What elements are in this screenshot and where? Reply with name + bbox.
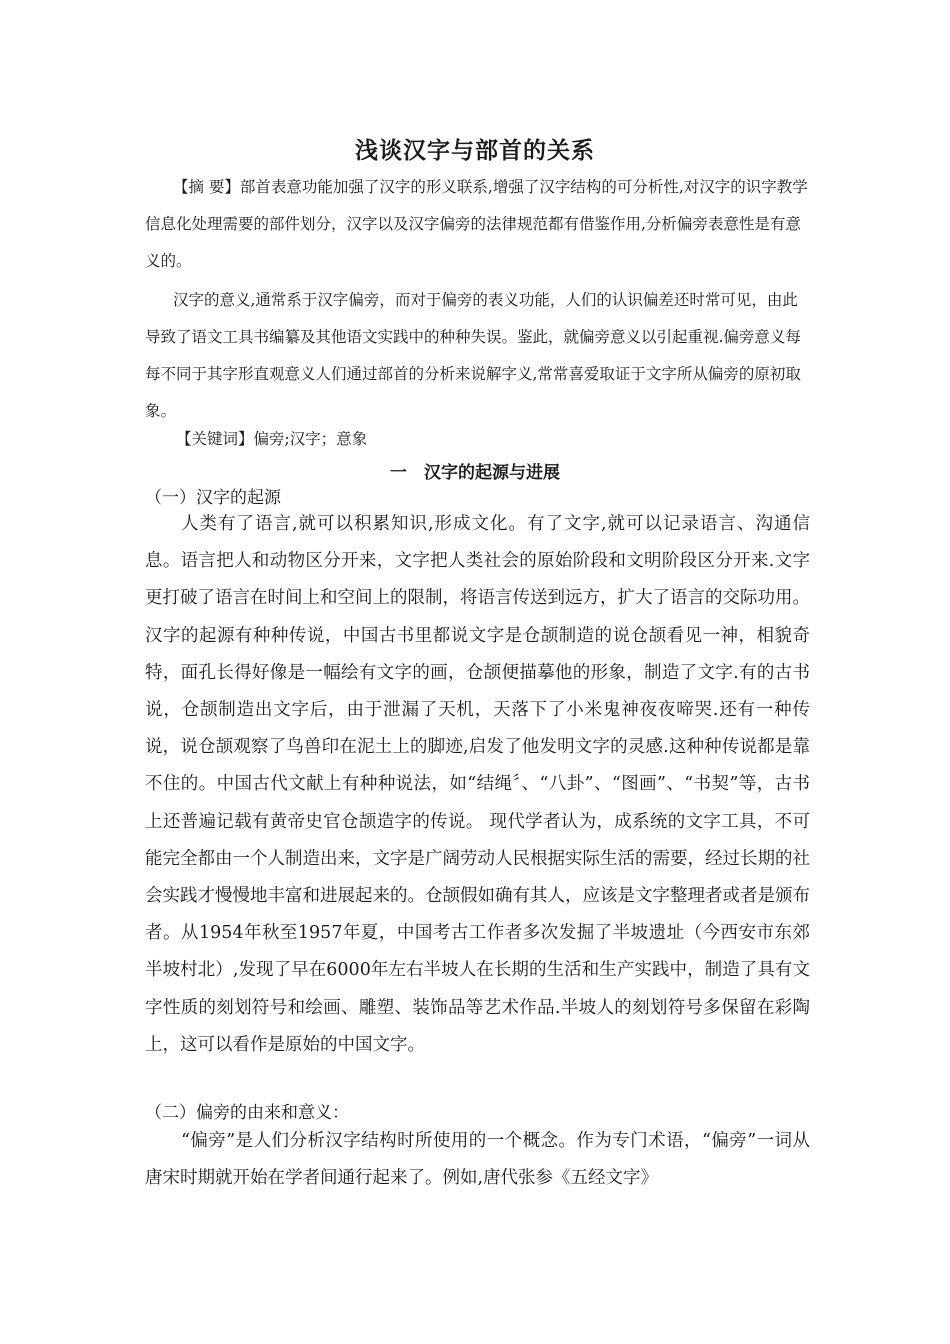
subsection-heading: （一）汉字的起源 [145, 488, 281, 508]
body-paragraph: “偏旁”是人们分析汉字结构时所使用的一个概念。作为专门术语，“偏旁”一词从唐宋时期就开始在学者间通行起来了。例如,唐代张参《五经文字》 [145, 1131, 810, 1189]
abstract: 【摘 要】部首表意功能加强了汉字的形义联系,增强了汉字结构的可分析性,对汉字的识字教学信息化处理需要的部件划分，汉字以及汉字偏旁的法律规范都有借鉴作用,分析偏旁表意性是有意义的。 [145, 178, 808, 270]
body-paragraph: 人类有了语言,就可以积累知识,形成文化。有了文字,就可以记录语言、沟通信息。语言把人和动物区分开来，文字把人类社会的原始阶段和文明阶段区分开来.文字更打破了语言在时间上和空间上的限制，将语言传送到远方，扩大了语言的交际功用。汉字的起源有种种传说，中国古书里都说文字是仓颉制造的说仓颉看见一神，相貌奇特，面孔长得好像是一幅绘有文字的画，仓颉便描摹他的形象，制造了文字.有的古书说，仓颉制造出文字后，由于泄漏了天机，天落下了小米鬼神夜夜啼哭.还有一种传说，说仓颉观察了鸟兽印在泥土上的脚迹,启发了他发明文字的灵感.这种种传说都是靠不住的。中国古代文献上有种种说法，如“结绳〞、“八卦”、“图画”、“书契”等，古书上还普遍记载有黄帝史官仓颉造字的传说。 现代学者认为，成系统的文字工具，不可能完全都由一个人制造出来，文字是广阔劳动人民根据实际生活的需要，经过长期的社会实践才慢慢地丰富和进展起来的。仓颉假如确有其人，应该是文字整理者或者是颁布者。从1954年秋至1957年夏，中国考古工作者多次发掘了半坡遗址（今西安市东郊半坡村北）,发现了早在6000年左右半坡人在长期的生活和生产实践中，制造了具有文字性质的刻划符号和绘画、雕塑、装饰品等艺术作品.半坡人的刻划符号多保留在彩陶上，这可以看作是原始的中国文字。 [145, 514, 810, 1055]
section-heading: 一 汉字的起源与进展 [390, 463, 560, 483]
subsection-heading: （二）偏旁的由来和意义： [145, 1103, 349, 1123]
document-title: 浅谈汉字与部首的关系 [355, 138, 595, 164]
keywords: 【关键词】偏旁;汉字；意象 [176, 430, 368, 448]
intro-paragraph: 汉字的意义,通常系于汉字偏旁，而对于偏旁的表义功能，人们的认识偏差还时常可见，由此导致了语文工具书编纂及其他语文实践中的种种失误。鉴此，就偏旁意义以引起重视.偏旁意义每每不同于其字形直观意义人们通过部首的分析来说解字义,常常喜爱取证于文字所从偏旁的原初取象。 [145, 291, 801, 420]
